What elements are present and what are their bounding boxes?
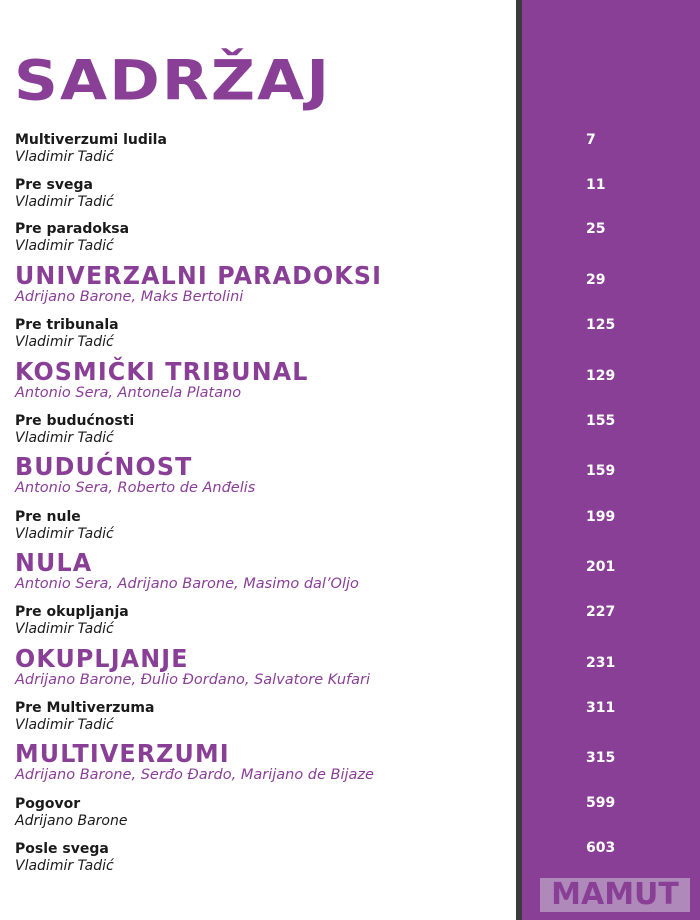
entry-heading: Pre svega <box>15 177 93 193</box>
entry-author: Vladimir Tadić <box>15 717 114 733</box>
entry-author: Adrijano Barone <box>15 813 128 829</box>
entry-author: Vladimir Tadić <box>15 238 114 254</box>
toc-entry <box>15 604 505 638</box>
entry-page-number: 227 <box>586 604 616 620</box>
entry-heading: Pre nule <box>15 509 81 525</box>
entry-page-number: 159 <box>586 463 616 479</box>
entry-heading: OKUPLJANJE <box>15 644 189 673</box>
entry-author: Adrijano Barone, Serđo Đardo, Marijano de Bijaze <box>15 767 374 783</box>
entry-page-number: 201 <box>586 559 616 575</box>
toc-entry-major <box>15 741 505 784</box>
entry-heading: Pogovor <box>15 796 81 812</box>
entry-page-number: 129 <box>586 368 616 384</box>
toc-entry-major <box>15 550 505 593</box>
entry-heading: NULA <box>15 548 93 577</box>
toc-entry <box>15 413 505 447</box>
toc-entry-major <box>15 263 505 306</box>
entry-page-number: 155 <box>586 413 616 429</box>
entry-heading: Posle svega <box>15 841 109 857</box>
entry-page-number: 7 <box>586 132 596 148</box>
entry-author: Antonio Sera, Antonela Platano <box>15 385 242 401</box>
entry-page-number: 29 <box>586 272 606 288</box>
toc-entry <box>15 317 505 351</box>
entry-page-number: 603 <box>586 840 616 856</box>
toc-entry <box>15 796 505 830</box>
entry-author: Vladimir Tadić <box>15 334 114 350</box>
page-number-panel <box>516 0 700 920</box>
entry-page-number: 315 <box>586 750 616 766</box>
mamut-watermark-logo: MAMUT <box>540 878 690 912</box>
toc-entry-major <box>15 359 505 402</box>
panel-edge-divider <box>516 0 522 920</box>
entry-page-number: 599 <box>586 795 616 811</box>
entry-author: Vladimir Tadić <box>15 526 114 542</box>
toc-entry <box>15 509 505 543</box>
toc-entry <box>15 700 505 734</box>
entry-author: Vladimir Tadić <box>15 430 114 446</box>
entry-heading: KOSMIČKI TRIBUNAL <box>15 357 309 386</box>
entry-author: Vladimir Tadić <box>15 194 114 210</box>
entry-page-number: 25 <box>586 221 606 237</box>
entry-heading: UNIVERZALNI PARADOKSI <box>15 261 383 290</box>
toc-entry <box>15 221 505 255</box>
entry-page-number: 11 <box>586 177 606 193</box>
entry-author: Vladimir Tadić <box>15 858 114 874</box>
toc-entry-major <box>15 454 505 497</box>
entry-heading: Pre tribunala <box>15 317 119 333</box>
toc-entry <box>15 841 505 875</box>
toc-entry <box>15 132 505 166</box>
entry-author: Vladimir Tadić <box>15 149 114 165</box>
entry-heading: Pre okupljanja <box>15 604 129 620</box>
entry-author: Vladimir Tadić <box>15 621 114 637</box>
entry-heading: Multiverzumi ludila <box>15 132 167 148</box>
entry-author: Adrijano Barone, Đulio Đordano, Salvatore Kufari <box>15 672 371 688</box>
entry-heading: Pre Multiverzuma <box>15 700 155 716</box>
entry-page-number: 125 <box>586 317 616 333</box>
entry-page-number: 231 <box>586 655 616 671</box>
entry-heading: Pre budućnosti <box>15 413 135 429</box>
entry-page-number: 199 <box>586 509 616 525</box>
entry-heading: Pre paradoksa <box>15 221 130 237</box>
entry-author: Antonio Sera, Roberto de Anđelis <box>15 480 256 496</box>
page-title: SADRŽAJ <box>14 48 332 113</box>
entry-author: Antonio Sera, Adrijano Barone, Masimo dal’Oljo <box>15 576 359 592</box>
entry-heading: MULTIVERZUMI <box>15 739 230 768</box>
toc-entry <box>15 177 505 211</box>
entry-page-number: 311 <box>586 700 616 716</box>
entry-author: Adrijano Barone, Maks Bertolini <box>15 289 244 305</box>
entry-heading: BUDUĆNOST <box>15 452 193 481</box>
toc-entry-major <box>15 646 505 689</box>
